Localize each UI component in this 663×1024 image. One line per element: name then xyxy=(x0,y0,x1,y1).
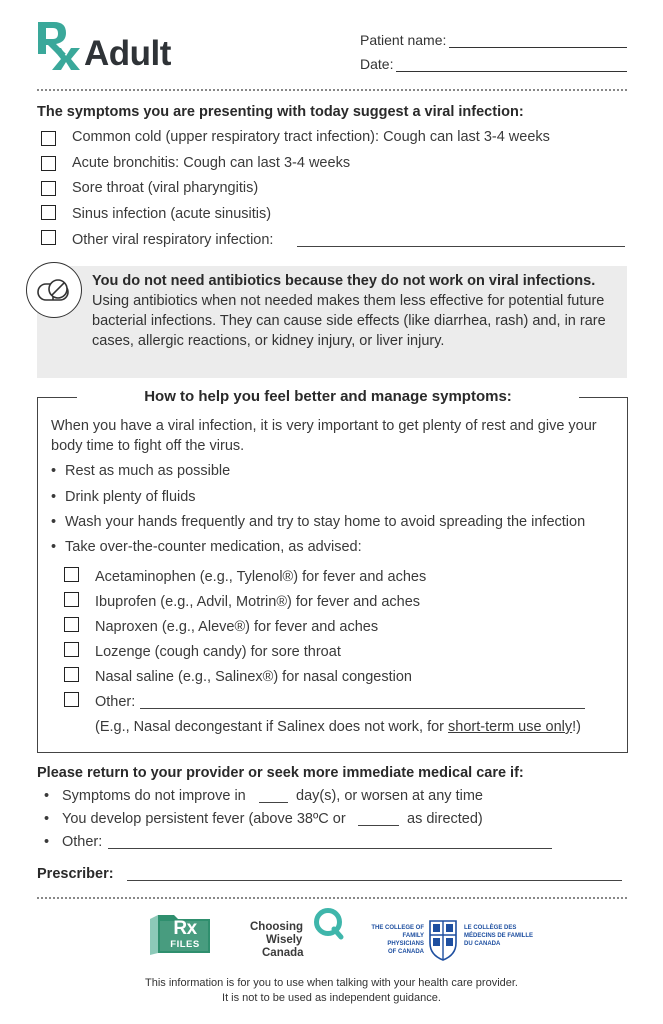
bullet-item: • Wash your hands frequently and try to stay home to avoid spreading the infection xyxy=(51,514,586,530)
cw-line-2: Wisely xyxy=(266,934,303,946)
bullet-item: • Take over-the-counter medication, as advised: xyxy=(51,539,362,555)
cw-line-1: Choosing xyxy=(250,921,304,933)
bullet-item: • Rest as much as possible xyxy=(51,463,231,479)
cfpc-logo xyxy=(368,919,534,963)
short-term-emphasis: short-term use only xyxy=(448,719,573,735)
return-other-line[interactable] xyxy=(108,848,552,849)
symptom-label: Common cold (upper respiratory tract infection): Cough can last 3-4 weeks xyxy=(72,129,550,145)
manage-symptoms-title: How to help you feel better and manage symptoms: xyxy=(144,388,512,405)
med-checkbox-nasal-saline[interactable] xyxy=(64,667,79,682)
symptom-label: Sore throat (viral pharyngitis) xyxy=(72,180,259,196)
pill-capsule-icon xyxy=(26,262,82,318)
med-label: Acetaminophen (e.g., Tylenol®) for fever and aches xyxy=(95,569,427,585)
date-line[interactable] xyxy=(396,60,627,72)
choosing-wisely-q-icon xyxy=(312,907,346,941)
symptom-label: Sinus infection (acute sinusitis) xyxy=(72,206,272,222)
symptoms-heading: The symptoms you are presenting with today suggest a viral infection: xyxy=(37,104,524,120)
symptom-checkbox-common-cold[interactable] xyxy=(41,131,56,146)
return-heading: Please return to your provider or seek more immediate medical care if: xyxy=(37,765,524,781)
cfpc-english: THE COLLEGE OF FAMILY PHYSICIANS OF CANADA xyxy=(371,925,424,955)
fever-blank[interactable] xyxy=(358,825,399,826)
symptom-label: Other viral respiratory infection: xyxy=(72,232,274,248)
box-border xyxy=(37,397,77,398)
med-label: Nasal saline (e.g., Salinex®) for nasal congestion xyxy=(95,669,412,685)
med-checkbox-naproxen[interactable] xyxy=(64,617,79,632)
symptom-checkbox-other[interactable] xyxy=(41,230,56,245)
return-fever-suffix: as directed) xyxy=(407,811,483,827)
med-label: Lozenge (cough candy) for sore throat xyxy=(95,644,341,660)
rxfiles-logo xyxy=(148,913,214,957)
antibiotics-bold: You do not need antibiotics because they do not work on viral infections. xyxy=(92,273,596,289)
pill-icon-circle xyxy=(26,262,82,318)
rxfiles-files: FILES xyxy=(170,939,200,950)
antibiotics-message xyxy=(92,271,622,351)
bullet-item: • Drink plenty of fluids xyxy=(51,489,196,505)
page-title: Adult xyxy=(84,34,171,73)
antibiotics-body: Using antibiotics when not needed makes them less effective for potential future bacterial infections. They can cause side effects (like diarrhea, rash) and, in rare cases, allergic reactions, or kidney injury, or liver injury. xyxy=(92,293,606,349)
footer-line-2: It is not to be used as independent guidance. xyxy=(222,992,441,1004)
cfpc-french: LE COLLÈGE DES MÉDECINS DE FAMILLE DU CANADA xyxy=(464,925,534,947)
manage-intro: When you have a viral infection, it is very important to get plenty of rest and give your body time to fight off the virus. xyxy=(51,418,597,454)
divider xyxy=(37,897,627,899)
footer-line-1: This information is for you to use when talking with your health care provider. xyxy=(145,977,518,989)
return-bullet-fever: • You develop persistent fever (above 38ºC or xyxy=(44,811,346,827)
med-label: Other: xyxy=(95,694,136,710)
decongestant-note: (E.g., Nasal decongestant if Salinex does not work, for short-term use only!) xyxy=(95,719,581,735)
return-bullet-other: • Other: xyxy=(44,834,103,850)
med-checkbox-other[interactable] xyxy=(64,692,79,707)
symptom-checkbox-bronchitis[interactable] xyxy=(41,156,56,171)
symptom-checkbox-sore-throat[interactable] xyxy=(41,181,56,196)
return-bullet-days: • Symptoms do not improve in xyxy=(44,788,246,804)
patient-name-label: Patient name: xyxy=(360,32,447,48)
med-label: Naproxen (e.g., Aleve®) for fever and aches xyxy=(95,619,379,635)
med-checkbox-ibuprofen[interactable] xyxy=(64,592,79,607)
other-infection-line[interactable] xyxy=(297,246,625,247)
box-border xyxy=(579,397,628,398)
symptom-label: Acute bronchitis: Cough can last 3-4 weeks xyxy=(72,155,351,171)
cfpc-crest-icon xyxy=(428,919,458,961)
rxfiles-rx: Rx xyxy=(173,918,197,939)
prescriber-line[interactable] xyxy=(127,880,622,881)
date-field[interactable] xyxy=(360,56,627,72)
med-checkbox-acetaminophen[interactable] xyxy=(64,567,79,582)
patient-name-field[interactable] xyxy=(360,32,627,48)
patient-name-line[interactable] xyxy=(449,36,627,48)
med-label: Ibuprofen (e.g., Advil, Motrin®) for fever and aches xyxy=(95,594,421,610)
choosing-wisely-logo xyxy=(248,907,348,963)
med-checkbox-lozenge[interactable] xyxy=(64,642,79,657)
cw-line-3: Canada xyxy=(262,947,304,959)
return-days-suffix: day(s), or worsen at any time xyxy=(296,788,483,804)
date-label: Date: xyxy=(360,56,394,72)
rx-logo xyxy=(36,20,80,70)
other-medication-line[interactable] xyxy=(140,708,585,709)
prescriber-label: Prescriber: xyxy=(37,866,114,882)
symptom-checkbox-sinus[interactable] xyxy=(41,205,56,220)
days-blank[interactable] xyxy=(259,802,288,803)
divider xyxy=(37,89,627,91)
